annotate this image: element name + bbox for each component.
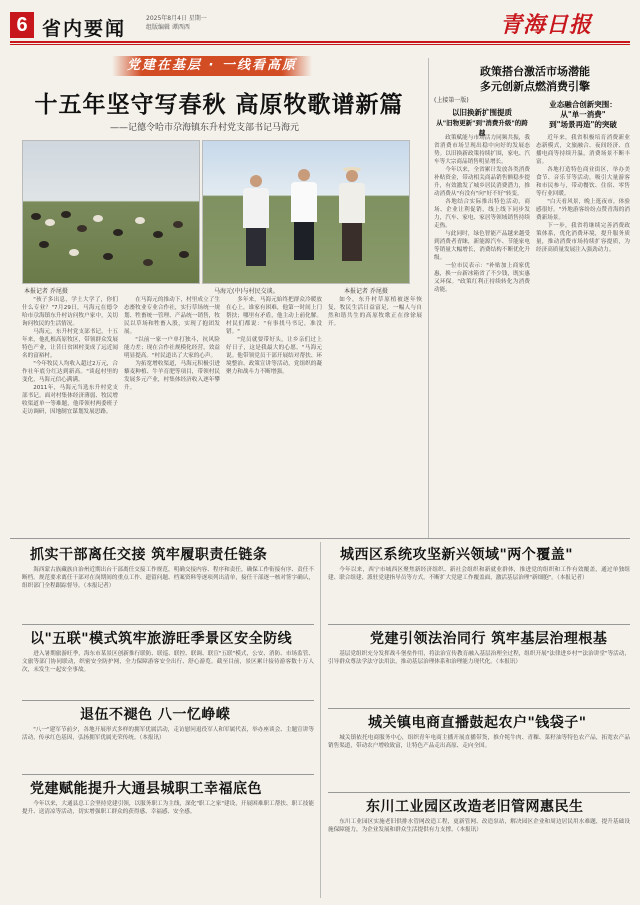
story-divider [328, 624, 630, 625]
paragraph: 多年来，马海元始终把群众冷暖放在心上，谁家有困难，他第一时间上门帮扶；哪里有矛盾，他主动上前化解。村民们都说："有事找马书记，准没错。" [226, 297, 322, 335]
column-separator [428, 58, 429, 538]
column-banner [112, 56, 312, 76]
sheep [113, 229, 123, 236]
sheep [39, 241, 49, 248]
lead-column-3 [226, 296, 322, 532]
lead-subhead: ——记德令哈市尕海镇东升村党支部书记马海元 [110, 123, 300, 133]
paragraph: 2011年，马海元当选东升村党支部书记。面对村集体经济薄弱、牧民增收渠道单一等难题，他带领村两委班子走访调研，因地制宜谋划发展思路。 [22, 385, 118, 415]
header-rule [10, 41, 630, 43]
sheep [77, 225, 87, 232]
lead-column-2 [124, 296, 220, 532]
photo2-credit: 本报记者 乔尾摄 [344, 288, 388, 295]
paragraph: 城关镇依托电商服务中心，组织青年电商主播开展直播带货，推介牦牛肉、青稞、菜籽油等特色农产品，拓宽农产品销售渠道，带动农户增收致富，让特色产品走出高原、走向全国。 [328, 735, 630, 749]
right-headline-line2: 多元创新点燃消费引擎 [480, 80, 590, 93]
story-divider [22, 624, 314, 625]
story-body [328, 566, 630, 622]
story-divider [328, 792, 630, 793]
story-title: 城关镇电商直播鼓起农户"钱袋子" [368, 715, 587, 731]
story-title: 以"五联"模式筑牢旅游旺季景区安全防线 [30, 631, 293, 647]
paragraph: 在马海元的推动下，村里成立了生态畜牧业专业合作社，实行草场统一规划、牲畜统一管理、产品统一销售，牧民以草场和牲畜入股，实现了抱团发展。 [124, 297, 220, 335]
sheep [135, 217, 145, 224]
story-title: 抓实干部离任交接 筑牢履职责任链条 [30, 547, 268, 563]
lead-headline: 十五年坚守写春秋 高原牧歌谱新篇 [34, 91, 404, 118]
story-body [328, 734, 630, 790]
photo-sheep-pasture [22, 140, 200, 284]
sheep [93, 215, 103, 222]
story-body [328, 650, 630, 706]
paragraph: 政策赋能与市场活力同频共振，我省消费市场呈现出稳中向好的发展态势。以旧换新政策持续扩围，家电、汽车等大宗商品销售明显增长。 [434, 135, 530, 165]
story-title: 党建赋能提升大通县城职工幸福底色 [30, 781, 262, 797]
story-body [22, 726, 314, 772]
person [291, 169, 317, 260]
story-title: 城西区系统攻坚新兴领域"两个覆盖" [340, 547, 574, 563]
story-body [328, 818, 630, 896]
lead-column-1 [22, 296, 118, 532]
paragraph: 海西蒙古族藏族自治州近期出台干部离任交接工作规范，明确交接内容、程序和责任，确保工作衔接有序、责任不断档。规范要求离任干部对在岗期间的重点工作、遗留问题、档案资料等逐项列出清单，接任干部逐一核对签字确认，组织部门全程跟踪督导。（本报记者） [22, 567, 314, 589]
date-info [146, 14, 207, 32]
photo-herders [202, 140, 410, 284]
right-column-1 [434, 134, 530, 536]
sheep [61, 211, 71, 218]
photo1-caption: 本报记者 乔尾摄 [24, 288, 68, 295]
story-title: 党建引领法治同行 筑牢基层治理根基 [370, 631, 608, 647]
story-body [22, 800, 314, 896]
story-body [22, 566, 314, 622]
sheep [143, 259, 153, 266]
paragraph: 进入暑期旅游旺季，海东市某景区创新推行联防、联巡、联控、联调、联宣"五联"模式，公安、消防、市场监管、文旅等部门协同联动，织密安全防护网，全力保障游客安全出行、舒心游览。截至目前，景区累计接待游客数十万人次，未发生一起安全事故。 [22, 651, 314, 673]
right-headline-line1: 政策搭台激活市场潜能 [480, 65, 590, 78]
paragraph: "今年牧民人均收入超过2万元，合作社年底分红达到新高。"谈起村里的变化，马海元信心满满。 [22, 361, 118, 383]
paragraph: 近年来，我省积极培育消费新业态新模式，文旅融合、夜间经济、直播电商等持续升温，消费场景不断丰富。 [536, 135, 630, 165]
paragraph: 如今，东升村草原植被逐年恢复，牧民生活日益富足，一幅人与自然和谐共生的高原牧歌正在徐徐展开。 [328, 297, 422, 327]
lead-column-4 [328, 296, 422, 532]
editor-line: 组版编辑 谭西西 [146, 24, 190, 31]
paragraph: 各地结合实际推出特色活动，商场、企业让利促销，线上线下同步发力，汽车、家电、家居等领域销售持续走热。 [434, 199, 530, 229]
paragraph: 马海元，东升村党支部书记，十五年来，他扎根高原牧区，带领群众发展特色产业，让昔日贫困村变成了远近闻名的富裕村。 [22, 329, 118, 359]
paragraph: 今年以来，西宁市城西区聚焦新经济组织、新社会组织和新就业群体，推进党的组织和工作有效覆盖，通过单独组建、联合组建、派驻党建指导员等方式，不断扩大党建工作覆盖面，激活基层治理"新细胞"。（本报记者） [328, 567, 630, 581]
right-headline [440, 64, 630, 94]
sheep [45, 219, 55, 226]
right-subhead-2 [536, 100, 630, 130]
banner-text: 党建在基层 · 一线看高原 [127, 58, 297, 73]
paragraph: "八一"建军节前夕，各地开展形式多样的拥军优属活动，走访慰问退役军人和军属代表，举办座谈会、主题宣讲等活动，传承红色基因，弘扬拥军优属光荣传统。（本报讯） [22, 727, 314, 741]
paragraph: 今年以来，全省累计发放各类消费补贴资金，带动相关商品销售额稳步提升，有效激发了城乡居民消费潜力，推动消费从"有没有"向"好不好"转变。 [434, 167, 530, 197]
paragraph: 与此同时，绿色智能产品越来越受到消费者青睐，新能源汽车、节能家电等销量大幅增长，消费结构不断优化升级。 [434, 231, 530, 261]
section-title: 省内要闻 [42, 18, 127, 40]
paragraph: 各地打造特色商业街区，举办美食节、音乐节等活动，吸引大量游客和市民参与，带动餐饮、住宿、零售等行业回暖。 [536, 167, 630, 197]
masthead-logo: 青海日报 [500, 12, 593, 38]
paragraph: 东川工业园区实施老旧供排水管网改造工程，更新管网、改造泵站，解决园区企业和周边居民用水难题，提升基础设施保障能力，为企业发展和群众生活提供有力支撑。（本报讯） [328, 819, 630, 833]
subhead-line: 到"场景再造"的突破 [549, 120, 617, 129]
story-divider [22, 774, 314, 775]
page-header [0, 0, 640, 42]
header-rule-thin [10, 44, 630, 45]
page-number: 6 [10, 12, 34, 38]
date-line: 2025年8月4日 星期一 [146, 15, 207, 22]
subhead-line: 从"单一消费" [560, 110, 606, 119]
sheep [179, 251, 189, 258]
sheep [31, 213, 41, 220]
story-divider [328, 708, 630, 709]
story-divider [22, 700, 314, 701]
paragraph: 为拓宽增收渠道，马海元积极引进藜麦种植、牛羊育肥等项目，带领村民发展多元产业，村集体经济收入逐年攀升。 [124, 361, 220, 391]
sheep [153, 231, 163, 238]
paragraph: 一位市民表示："补贴加上商家优惠，换一台新冰箱省了不少钱，既实惠又环保。"政策红利正持续转化为消费动能。 [434, 263, 530, 293]
right-column-2 [536, 134, 630, 536]
section-divider [10, 538, 630, 539]
paragraph: "孩子多出息，学土大学了，你们什么专业？"7月29日，马海元在德令哈市尕海镇东升村访问牧户家中，关切询问牧民的生活情况。 [22, 297, 118, 327]
sheep [103, 253, 113, 260]
person [339, 167, 365, 261]
paragraph: "以前一家一户单打独斗，抗风险能力差；现在合作社规模化经营，效益明显提高。"村民道出了大家的心声。 [124, 337, 220, 359]
photo2-caption: 马海元(中)与村民交谈。 [214, 288, 279, 295]
story-title: 东川工业园区改造老旧管网惠民生 [366, 799, 584, 815]
sheep [69, 249, 79, 256]
subhead-line: 业态融合创新突围： [549, 100, 617, 109]
paragraph: 今年以来，大通县总工会坚持党建引领，以服务职工为主线，深化"职工之家"建设，开展困难职工帮扶、职工技能提升、送清凉等活动，切实增强职工群众的获得感、幸福感、安全感。 [22, 801, 314, 815]
paragraph: 下一步，我省将继续完善消费政策体系，优化消费环境，提升服务质量，推动消费市场持续扩容提质，为经济高质量发展注入强劲动力。 [536, 223, 630, 253]
sheep [173, 221, 183, 228]
story-title: 退伍不褪色 八一忆峥嵘 [80, 707, 231, 723]
continued-label: (上接第一版) [434, 97, 469, 104]
paragraph: "白天看风景，晚上逛夜市，体验感很好。"外地游客纷纷点赞青海的消费新场景。 [536, 199, 630, 221]
paragraph: 基层党组织充分发挥战斗堡垒作用，将法治宣传教育融入基层治理全过程，组织开展"法律进乡村""法治讲堂"等活动，引导群众尊法学法守法用法，推动基层治理体系和治理能力现代化。（本报讯） [328, 651, 630, 665]
person [243, 175, 269, 266]
paragraph: "党员就要带好头，让乡亲们过上好日子，这是我最大的心愿。"马海元说。他带领党员干部开展结对帮扶、环境整治、政策宣讲等活动，党组织的凝聚力和战斗力不断增强。 [226, 337, 322, 375]
subhead-line: 从"旧物更新"到"消费升级"的跨越 [436, 119, 528, 137]
story-body [22, 650, 314, 698]
lower-column-divider [320, 542, 321, 898]
subhead-line: 以旧换新扩围提质 [452, 108, 512, 117]
